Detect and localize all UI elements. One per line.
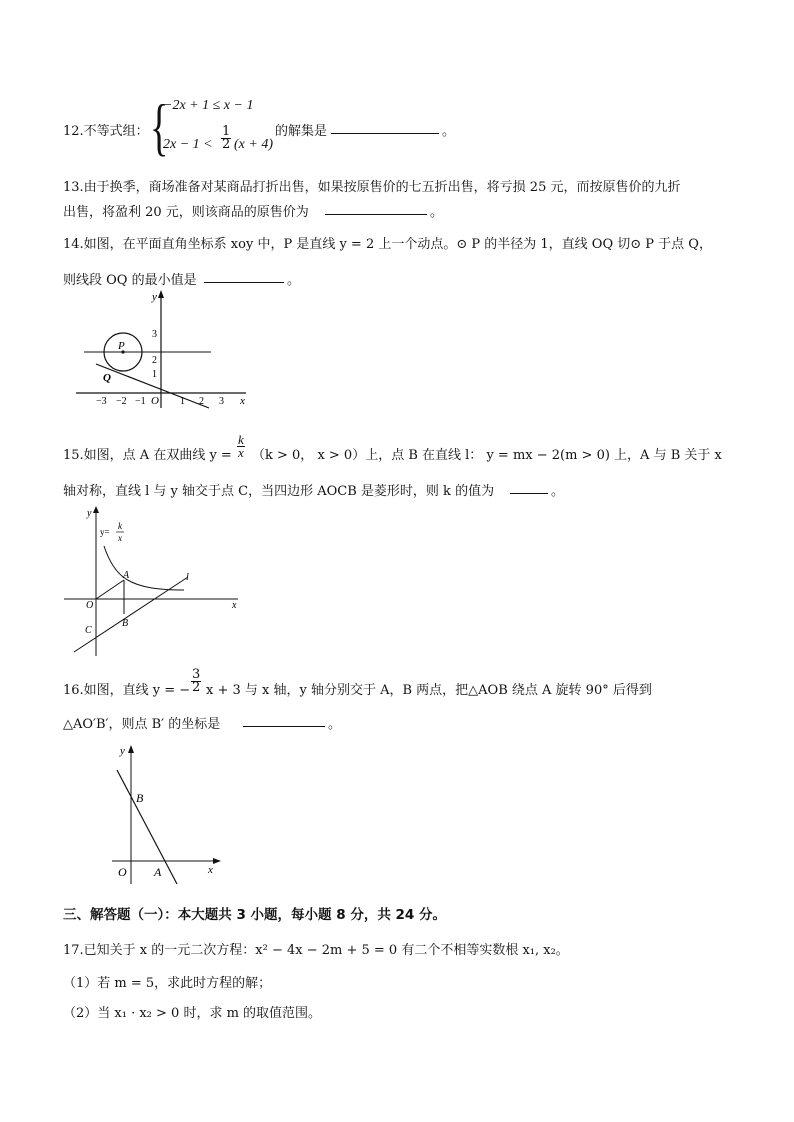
- q13-line-1: 13.由于换季，商场准备对某商品打折出售，如果按原售价的七五折出售，将亏损 25 元，而按原售价的九折: [63, 180, 681, 195]
- q14-tick-x2: 2: [199, 396, 204, 407]
- q15-fraction: [237, 434, 245, 459]
- q13-end: 。: [430, 205, 444, 220]
- q14-label-p: P: [118, 340, 125, 352]
- q12-inequality-2b: (x + 4): [234, 137, 273, 152]
- q15-label-o: O: [86, 600, 94, 611]
- q15-label-y: y: [87, 508, 92, 519]
- q16-label-x: x: [208, 864, 213, 876]
- q15-hyperbola: [104, 546, 184, 590]
- q15-y-arrow: [93, 506, 99, 513]
- q15-line-l: [74, 577, 188, 652]
- q15-label-b: B: [122, 618, 129, 629]
- q14-tick-y2: 2: [152, 355, 157, 366]
- q12-suffix: 的解集是: [275, 124, 328, 139]
- q14-tick-x3: 3: [219, 396, 224, 407]
- q15-segment-oa: [96, 580, 124, 599]
- q15-frac-den: x: [238, 445, 244, 460]
- q15-curve-den: x: [118, 533, 122, 543]
- q16-end: 。: [328, 717, 342, 732]
- q14-tick-xm3: −3: [96, 396, 107, 407]
- q12-frac-den: 2: [222, 137, 231, 152]
- q15-answer-blank[interactable]: [510, 481, 548, 494]
- q15-label-l: l: [186, 572, 189, 583]
- q16-line-1a: 16.如图，直线 y = −: [63, 683, 191, 698]
- q14-answer-blank[interactable]: [204, 270, 284, 283]
- q12-brace: {: [150, 91, 169, 162]
- q16-answer-blank[interactable]: [243, 714, 325, 727]
- q17-part-1: （1）若 m = 5，求此时方程的解；: [63, 976, 272, 991]
- q14-label-q: Q: [103, 372, 111, 384]
- q16-fraction: [191, 669, 201, 694]
- q14-figure: [74, 288, 254, 412]
- q15-line-2: 轴对称，直线 l 与 y 轴交于点 C，当四边形 AOCB 是菱形时，则 k 的值为: [63, 484, 495, 499]
- q16-label-y: y: [120, 745, 125, 757]
- q12-fraction: [221, 126, 231, 151]
- q14-label-x: x: [240, 395, 245, 407]
- q15-label-c: C: [85, 625, 92, 636]
- q12-end: 。: [442, 124, 456, 139]
- q16-line-1b: x + 3 与 x 轴，y 轴分别交于 A，B 两点，把△AOB 绕点 A 旋转 90° 后得到: [206, 683, 652, 698]
- q14-y-arrow: [158, 290, 164, 298]
- q16-label-o: O: [118, 865, 127, 879]
- q15-label-x: x: [232, 600, 237, 611]
- q12-answer-blank[interactable]: [331, 121, 439, 134]
- q12-inequality-1: −2x + 1 ≤ x − 1: [163, 98, 254, 113]
- q16-line-2: △AO′B′，则点 B′ 的坐标是: [63, 717, 221, 732]
- q15-line-1b: （k > 0， x > 0）上，点 B 在直线 l： y = mx − 2(m > 0) 上，A 与 B 关于 x: [252, 448, 722, 463]
- q14-label-o: O: [151, 395, 159, 407]
- q15-frac-num: k: [238, 432, 244, 447]
- q14-tick-y3: 3: [152, 329, 157, 340]
- q16-label-a: A: [154, 865, 162, 879]
- q14-tick-xm1: −1: [135, 396, 146, 407]
- q12-inequality-2a: 2x − 1 <: [163, 137, 213, 152]
- q14-line-2: 则线段 OQ 的最小值是: [63, 273, 197, 288]
- q12-frac-num: 1: [222, 124, 231, 139]
- q15-label-a: A: [123, 570, 130, 581]
- q15-end: 。: [551, 484, 565, 499]
- q16-label-b: B: [136, 791, 144, 805]
- q16-figure: [104, 742, 228, 888]
- section-3-heading: 三、解答题（一）：本大题共 3 小题，每小题 8 分，共 24 分。: [63, 907, 447, 923]
- q14-tick-y1: 1: [152, 369, 157, 380]
- q16-frac-num: 3: [192, 667, 201, 682]
- q15-line-1a: 15.如图，点 A 在双曲线 y =: [63, 448, 232, 463]
- q16-frac-den: 2: [192, 680, 201, 695]
- q14-line-1: 14.如图，在平面直角坐标系 xoy 中，P 是直线 y = 2 上一个动点。⊙ P 的半径为 1，直线 OQ 切⊙ P 于点 Q，: [63, 237, 712, 252]
- q13-answer-blank[interactable]: [325, 202, 427, 215]
- q12-prefix: 12.不等式组：: [63, 124, 149, 139]
- q15-figure: [60, 504, 246, 660]
- q16-x-arrow: [213, 858, 221, 864]
- q14-tick-xm2: −2: [116, 396, 127, 407]
- q13-line-2: 出售，将盈利 20 元，则该商品的原售价为: [63, 205, 309, 220]
- q15-curve-num: k: [118, 521, 122, 531]
- q15-curve-label: y=: [100, 527, 110, 537]
- q17-line-1: 17.已知关于 x 的一元二次方程：x² − 4x − 2m + 5 = 0 有二个不相等实数根 x₁, x₂。: [63, 943, 569, 958]
- q14-tick-x1: 1: [180, 396, 185, 407]
- q17-part-2: （2）当 x₁ · x₂ > 0 时，求 m 的取值范围。: [63, 1006, 322, 1021]
- q16-y-arrow: [128, 745, 134, 753]
- q14-label-y: y: [152, 291, 157, 303]
- q14-end: 。: [287, 273, 301, 288]
